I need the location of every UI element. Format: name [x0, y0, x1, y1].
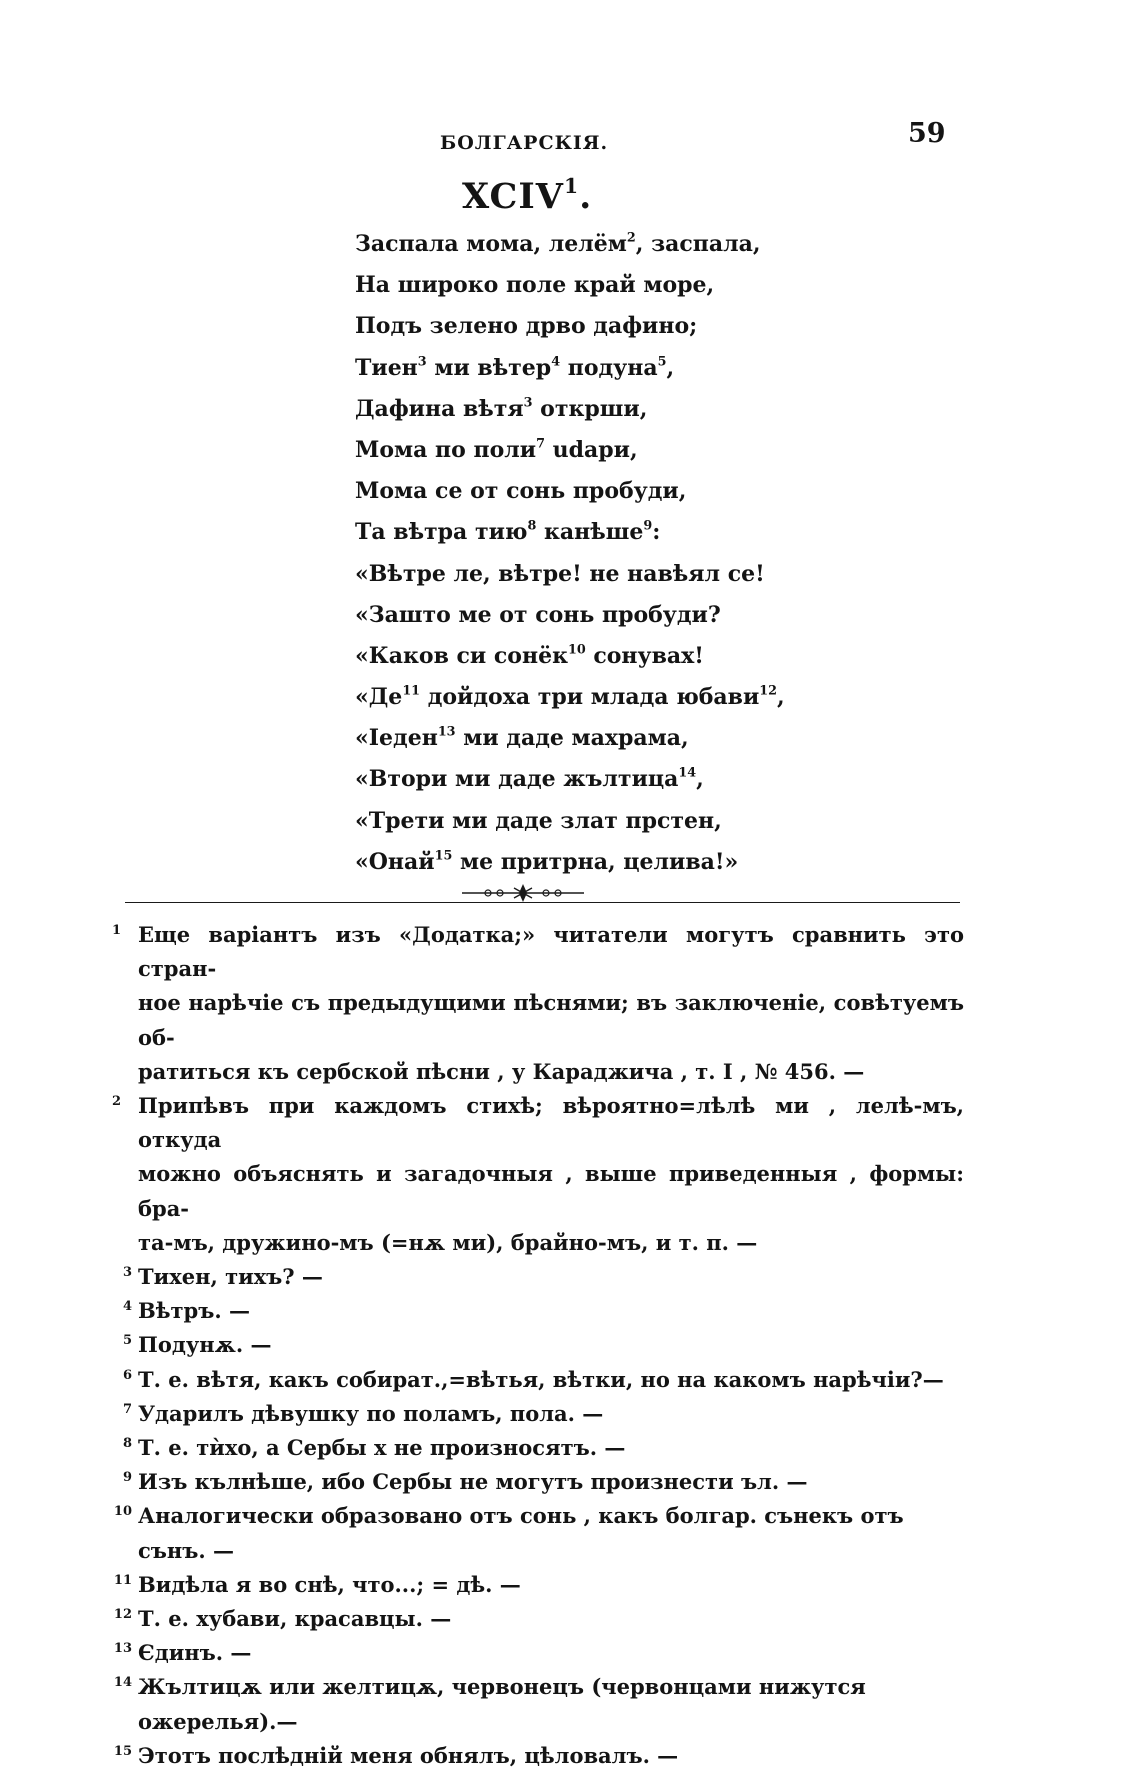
footnote-ref: 12 [759, 683, 778, 699]
footnote-ref: 8 [527, 518, 537, 534]
footnote-line [113, 1739, 964, 1773]
footnote-ref: 10 [567, 642, 586, 658]
poem-line [355, 801, 785, 842]
poem-line-text: «Зашто ме от сонь пробуди? [355, 601, 721, 628]
footnote-ref: 13 [437, 724, 456, 740]
footnote-text: Изъ кълнѣше, ибо Сербы не могутъ произнести ъл. — [138, 1469, 808, 1495]
poem-line-text: канѣше [536, 519, 644, 546]
footnote-number: 8 [122, 1436, 132, 1452]
poem-line [355, 430, 785, 471]
footnote-number: 7 [122, 1401, 132, 1417]
footnote-text: Припѣвъ при каждомъ стихѣ; вѣроятно=лѣлѣ ми , лелѣ-мъ, откуда [138, 1093, 964, 1153]
poem-line-text: «Іеден [355, 725, 438, 752]
footnote-line [128, 1226, 964, 1260]
footnote-number: 14 [113, 1675, 132, 1691]
footnote-text: ратиться къ сербской пѣсни , у Караджича , т. I , № 456. — [138, 1058, 865, 1084]
footnote-number: 5 [122, 1333, 132, 1349]
poem-line-text: Заспала мома, лелём [355, 231, 627, 257]
poem-line-text: ме притрна, целива!» [452, 848, 739, 875]
poem-line-text: Мома се от сонь пробуди, [355, 478, 687, 505]
footnote-ref: 5 [657, 354, 667, 369]
footnote-line [128, 986, 964, 1054]
poem-line [355, 759, 785, 800]
running-head: БОЛГАРСКІЯ. [440, 132, 609, 154]
footnote-line [113, 1636, 964, 1670]
footnote-text: Еще варіантъ изъ «Додатка;» читатели могутъ сравнить это стран- [138, 922, 964, 982]
footnote-number: 15 [113, 1743, 132, 1759]
footnote-text: ное нарѣчіе съ предыдущими пѣснями; въ заключеніе, совѣтуемъ об- [138, 990, 964, 1050]
footnote-ref: 3 [417, 354, 427, 369]
footnote-line [113, 1602, 964, 1636]
footnote-line [112, 918, 964, 986]
poem-line [355, 595, 785, 636]
footnote-ref: 2 [626, 230, 636, 246]
poem-line [355, 306, 785, 347]
footnote-line [122, 1294, 964, 1328]
poem-line [355, 512, 785, 553]
footnote-line [122, 1328, 964, 1362]
footnote-text: можно объяснять и загадочныя , выше приведенныя , формы: бра- [138, 1161, 964, 1221]
footnote-text: та-мъ, дружино-мъ (=нѫ ми), брайно-мъ, и т. п. — [138, 1229, 758, 1255]
footnote-ref: 14 [678, 765, 697, 781]
footnote-line [122, 1397, 964, 1431]
footnote-line [128, 1157, 964, 1225]
footnote-text: Т. е. хубави, красавцы. — [138, 1606, 452, 1632]
poem-line-text: Та вѣтра тию [355, 519, 528, 546]
poem-line [355, 554, 785, 595]
poem-line [355, 677, 785, 718]
poem-number-footnote-ref: 1 [563, 173, 580, 198]
poem-line [355, 842, 785, 883]
page-number: 59 [908, 118, 946, 149]
footnote-rule [125, 902, 960, 903]
poem-body [355, 224, 785, 883]
poem-line-text: сонувах! [585, 642, 704, 669]
ornament-divider [458, 882, 588, 904]
poem-line-text: Дафина вѣтя [355, 395, 524, 422]
footnote-line [113, 1568, 964, 1602]
poem-line [355, 718, 785, 759]
poem-line-text: Тиен [355, 354, 418, 381]
poem-line-text: «Вѣтре ле, вѣтре! не навѣял се! [355, 560, 765, 587]
footnote-ref: 11 [402, 683, 421, 699]
footnote-line [113, 1670, 964, 1738]
poem-number-text: XCIV [462, 176, 564, 217]
poem-line-text: : [652, 519, 661, 546]
poem-line [355, 471, 785, 512]
footnote-number: 3 [122, 1265, 132, 1281]
poem-line-text: , [777, 684, 785, 711]
footnote-ref: 9 [643, 518, 653, 534]
footnote-line [122, 1363, 964, 1397]
footnotes [112, 918, 964, 1773]
footnote-text: Вѣтръ. — [138, 1298, 250, 1324]
poem-line-text: ми вѣтер [426, 354, 552, 381]
poem-line [355, 636, 785, 677]
poem-line [355, 348, 785, 389]
footnote-ref: 4 [551, 354, 561, 369]
poem-line-text: ми даде махрама, [455, 725, 689, 752]
footnote-text: Т. е. вѣтя, какъ собират.,=вѣтья, вѣтки, но на какомъ нарѣчіи?— [138, 1366, 944, 1392]
poem-number: XCIV$^1$. [462, 173, 593, 217]
poem-line-text: «Трети ми даде злат прстен, [355, 807, 722, 834]
footnote-number: 1 [112, 923, 122, 938]
poem-line-text: На широко поле край море, [355, 272, 715, 299]
poem-line-text: , [666, 354, 675, 381]
footnote-text: Ударилъ дѣвушку по поламъ, пола. — [138, 1400, 604, 1426]
poem-line-text: «Онай [355, 848, 435, 875]
poem-line-text: открши, [532, 395, 648, 422]
poem-line-text: Подъ зелено дрво дафино; [355, 313, 698, 340]
poem-line-text: «Каков си сонёк [355, 642, 568, 669]
footnote-number: 10 [113, 1504, 132, 1520]
poem-line-text: , заспала, [635, 231, 761, 257]
footnote-number: 12 [113, 1607, 132, 1623]
footnote-number: 11 [113, 1572, 132, 1588]
footnote-line [113, 1499, 964, 1567]
footnote-text: Подунѫ. — [138, 1332, 272, 1358]
footnote-number: 6 [122, 1367, 132, 1383]
poem-line [355, 265, 785, 306]
footnote-ref: 3 [523, 395, 533, 411]
footnote-number: 13 [113, 1641, 132, 1657]
footnote-ref: 15 [434, 848, 453, 864]
poem-line-text: udари, [544, 436, 638, 463]
footnote-text: Видѣла я во снѣ, что...; = дѣ. — [138, 1571, 521, 1597]
poem-line-text: дойдоха три млада юбави [420, 684, 760, 711]
footnote-text: Аналогически образовано отъ сонь , какъ болгар. сънекъ отъ сънъ. — [138, 1503, 904, 1563]
poem-line-text: Мома по поли [355, 436, 537, 463]
footnote-ref: 7 [536, 436, 545, 452]
footnote-text: Т. е. тѝхо, а Сербы х не произносятъ. — [138, 1435, 626, 1461]
poem-line-text: подуна [560, 354, 658, 381]
footnote-line [128, 1055, 964, 1089]
footnote-number: 4 [122, 1299, 132, 1315]
poem-line [355, 389, 785, 430]
footnote-text: Жълтицѫ или желтицѫ, червонецъ (червонцами нижутся ожерелья).— [138, 1674, 866, 1734]
poem-line-text: «Де [355, 684, 403, 711]
footnote-line [122, 1431, 964, 1465]
poem-line [355, 224, 785, 265]
poem-line-text: , [696, 766, 704, 793]
footnote-text: Тихен, тихъ? — [138, 1264, 323, 1290]
footnote-text: Этотъ послѣдній меня обнялъ, цѣловалъ. — [138, 1742, 679, 1768]
footnote-number: 9 [122, 1470, 132, 1486]
poem-line-text: «Втори ми даде жълтица [355, 766, 679, 793]
footnote-line [112, 1089, 964, 1157]
footnote-text: Єдинъ. — [138, 1640, 252, 1666]
footnote-line [122, 1465, 964, 1499]
footnote-line [122, 1260, 964, 1294]
footnote-number: 2 [112, 1094, 122, 1110]
